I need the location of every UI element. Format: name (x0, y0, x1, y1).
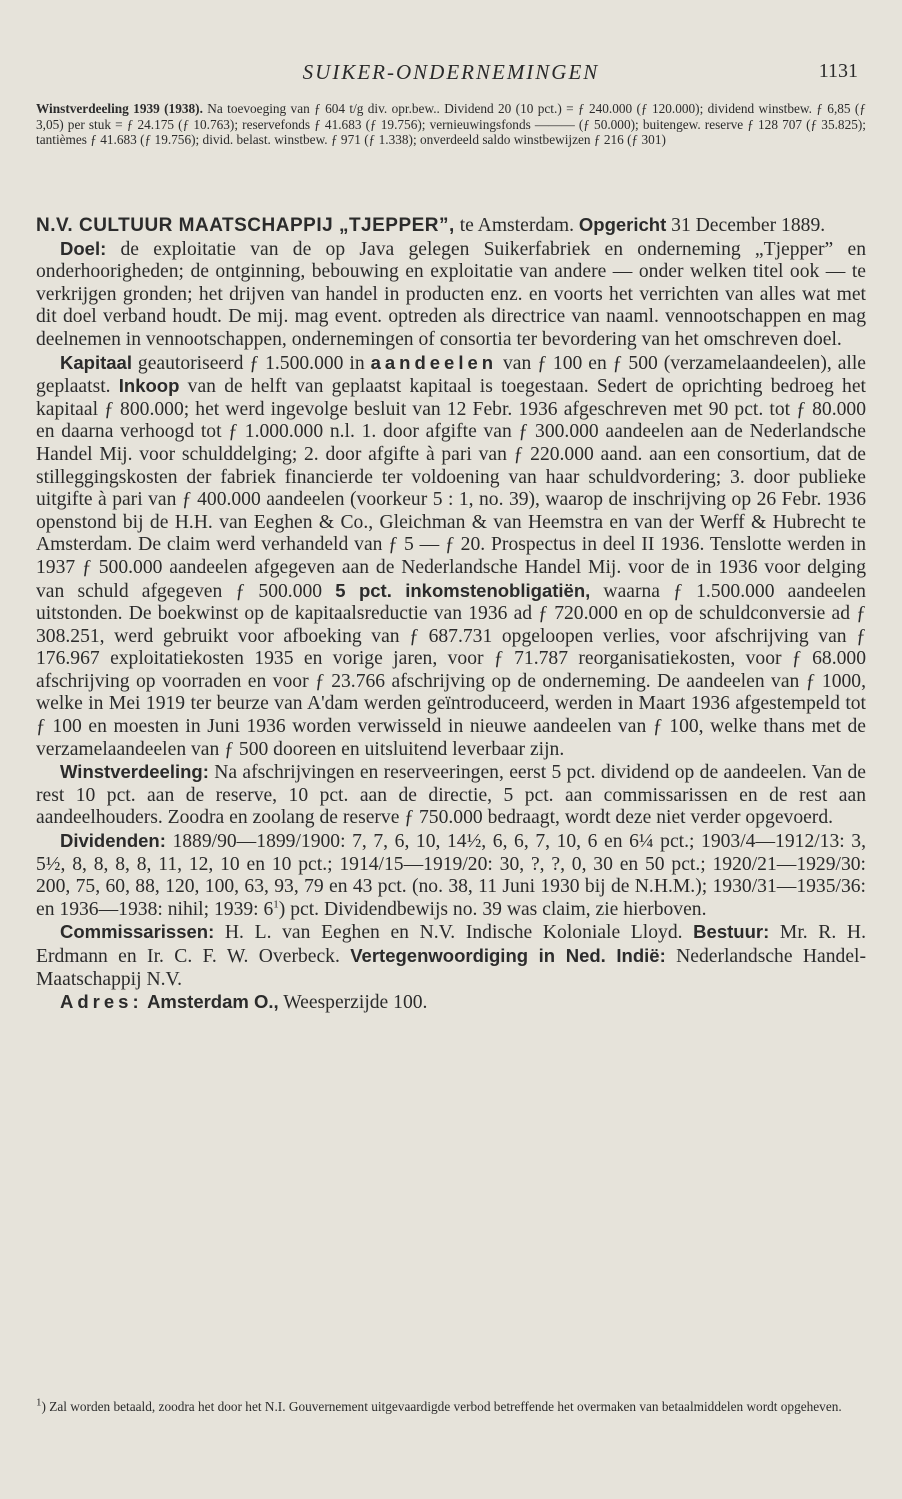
previous-entry-text: Na toevoeging van ƒ 604 t/g div. opr.bew.. Dividend 20 (10 pct.) = ƒ 240.000 (ƒ 120.000); dividend winstbew. ƒ 6,85 (ƒ 3,05) per stuk = ƒ 24.175 (ƒ 10.763); reservefonds ƒ 41.683 (ƒ 19.756); vernieuwingsfonds ——— (ƒ 50.000); buitengew. reserve ƒ 128 707 (ƒ 35.825); tantièmes ƒ 41.683 (ƒ 19.756); divid. belast. winstbew. ƒ 971 (ƒ 1.338); onverdeeld saldo winstbewijzen ƒ 216 (ƒ 301) (36, 101, 866, 148)
kapitaal-text-1: geautoriseerd ƒ 1.500.000 in (131, 352, 371, 374)
winst-text: Na afschrijvingen en reserveeringen, eerst 5 pct. dividend op de aandeelen. Van de rest 10 pct. aan de reserve, 10 pct. aan de directie, 5 pct. aan commissarissen en de rest aan aandeelhouders. Zoodra en zoolang de reserve ƒ 750.000 bedraagt, wordt deze niet verder opgevoerd. (36, 762, 866, 829)
bestuur-paragraph (36, 921, 866, 991)
commissarissen-text: H. L. van Eeghen en N.V. Indische Koloniale Lloyd. (214, 922, 694, 944)
doel-paragraph (36, 238, 866, 352)
vertegenwoordiging-label: Vertegenwoordiging in Ned. Indië: (350, 945, 666, 966)
previous-entry-label: Winstverdeeling 1939 (1938). (36, 101, 203, 116)
adres-paragraph (36, 991, 866, 1015)
winstverdeeling-paragraph (36, 761, 866, 830)
dividenden-text-2: ) pct. Dividendbewijs no. 39 was claim, zie hierboven. (278, 898, 707, 920)
footnote-ref: 1 (273, 898, 279, 911)
running-title: SUIKER-ONDERNEMINGEN (302, 60, 600, 84)
kapitaal-text-3: van de helft van geplaatst kapitaal is toegestaan. Sedert de oprichting bedroeg het kapitaal ƒ 800.000; het werd ingevolge besluit van 12 Febr. 1936 afgeschreven met 90 pct. tot ƒ 80.000 en daarna verhoogd tot ƒ 1.000.000 n.l. 1. door afgifte van ƒ 300.000 aandeelen aan de Nederlandsche Handel Mij. voor schulddelging; 2. door afgifte à pari van ƒ 220.000 aand. aan een consortium, dat de stilleggingskosten der fabriek financierde ter voldoening van haar schuldvordering; 3. door publieke uitgifte à pari van ƒ 400.000 aandeelen (voorkeur 5 : 1, no. 39), waarop de inschrijving op 26 Febr. 1936 openstond bij de H.H. van Eeghen & Co., Gleichman & van Heemstra en van der Werff & Hubrecht te Amsterdam. De claim werd verhandeld van ƒ 5 — ƒ 20. Prospectus in deel II 1936. Tenslotte werden in 1937 ƒ 500.000 aandeelen afgegeven aan de Nederlandsche Handel Mij. voor de in 1936 voor delging van schuld afgegeven ƒ 500.000 (36, 376, 866, 602)
previous-entry-winstverdeeling (36, 101, 866, 148)
footnote-marker: 1 (36, 1396, 42, 1409)
dividenden-text-1: 1889/90—1899/1900: 7, 7, 6, 10, 14½, 6, 6, 7, 10, 6 en 6¼ pct.; 1903/4—1912/13: 3, 5½, 8, 8, 8, 8, 11, 12, 10 en 10 pct.; 1914/15—1919/20: 30, ?, ?, 0, 30 en 50 pct.; 1920/21—1929/30: 200, 75, 60, 88, 120, 100, 63, 93, 79 en 43 pct. (no. 38, 11 Juni 1930 bij de N.H.M.); 1930/31—1935/36: en 1936—1938: nihil; 1939: 6 (36, 831, 866, 920)
adres-label: Adres: (60, 991, 143, 1013)
company-entry (36, 214, 866, 1015)
doel-text: de exploitatie van de op Java gelegen Suikerfabriek en onderneming „Tjepper” en onderhoorigheden; de ontginning, bebouwing en exploitatie van andere — onder welken titel ook — te verkrijgen gronden; het drijven van handel in producten enz. en voorts het verrichten van alles wat met dit doel verband houdt. De mij. mag event. optreden als directrice van naaml. vennootschappen en mag deelnemen in vennootschappen, ondernemingen of consortia ter bevordering van het omschreven doel. (36, 238, 866, 350)
footnote-text: ) Zal worden betaald, zoodra het door het N.I. Gouvernement uitgevaardigde verbod betreffende het overmaken van betaalmiddelen wordt opgeheven. (41, 1399, 842, 1414)
dividenden-paragraph (36, 830, 866, 921)
bestuur-label: Bestuur: (693, 921, 770, 943)
adres-text: Weesperzijde 100. (278, 992, 428, 1014)
kapitaal-label: Kapitaal (60, 351, 132, 373)
kapitaal-paragraph (36, 352, 866, 762)
bestuur-text: Mr. R. H. Erdmann en Ir. C. F. W. Overbeck. (36, 922, 866, 967)
winst-label: Winstverdeeling: (60, 761, 209, 783)
page-header (0, 60, 902, 90)
adres-city: Amsterdam O., (142, 991, 279, 1013)
vertegenwoordiging-text: Nederlandsche Handel-Maatschappij N.V. (36, 946, 866, 990)
entry-heading (36, 214, 866, 238)
aandeelen-label: aandeelen (370, 351, 498, 373)
founded-label: Opgericht (578, 214, 667, 235)
footnote (36, 1396, 866, 1414)
commissarissen-label: Commissarissen: (60, 921, 215, 943)
company-location: te Amsterdam. (454, 215, 579, 236)
company-name: N.V. CULTUUR MAATSCHAPPIJ „TJEPPER”, (36, 215, 455, 236)
kapitaal-text-4: waarna ƒ 1.500.000 aandeelen uitstonden. De boekwinst op de kapitaalsreductie van 1936 ad ƒ 720.000 en op de schuldconversie ad ƒ 308.251, werd gebruikt voor afboeking van ƒ 687.731 opgeloopen verlies, voor afschrijving van ƒ 176.967 exploitatiekosten 1935 en vorige jaren, voor ƒ 71.787 reorganisatiekosten, voor ƒ 68.000 afschrijving op voorraden en voor ƒ 23.766 afschrijving op de onderneming. De aandeelen van ƒ 1000, welke in Mei 1919 ter beurze van A'dam werden geïntroduceerd, werden in Maart 1936 afgestempeld tot ƒ 100 en moesten in Juni 1936 worden verwisseld in nieuwe aandeelen van ƒ 100, welke thans met de verzamelaandeelen van ƒ 500 dooreen en uitsluitend leverbaar zijn. (36, 580, 866, 760)
doel-label: Doel: (60, 237, 107, 259)
dividenden-label: Dividenden: (60, 830, 166, 852)
inkoop-label: Inkoop (118, 375, 180, 397)
founded-date: 31 December 1889. (666, 215, 826, 236)
page-number: 1131 (818, 60, 858, 82)
obligaties-label: 5 pct. inkomstenobligatiën, (335, 579, 591, 601)
kapitaal-text-2: van ƒ 100 en ƒ 500 (verzamelaandeelen), alle geplaatst. (36, 352, 866, 398)
